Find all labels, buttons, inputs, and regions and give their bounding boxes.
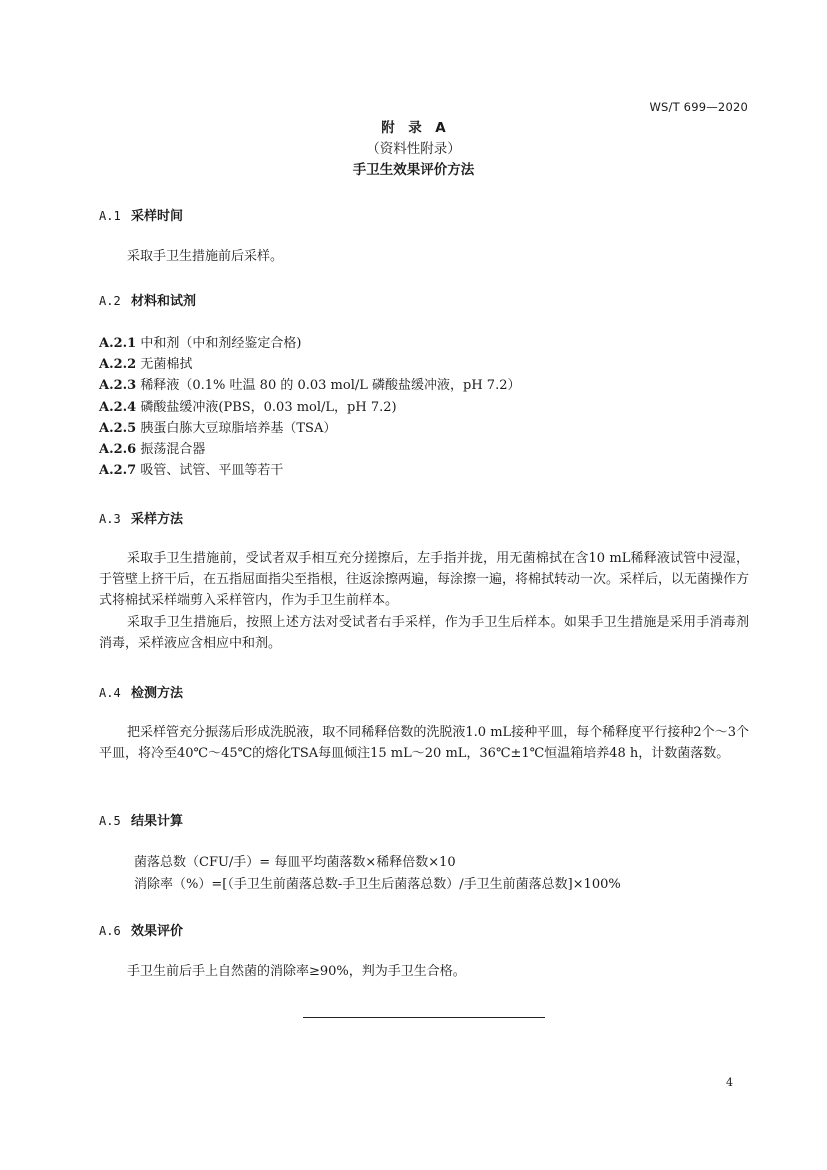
paragraph-a6: 手卫生前后手上自然菌的消除率≥90%，判为手卫生合格。 — [127, 964, 466, 979]
item-text: 稀释液（0.1% 吐温 80 的 0.03 mol/L 磷酸盐缓冲液，pH 7.2） — [140, 378, 521, 394]
item-number: A.2.1 — [99, 336, 137, 351]
item-text: 胰蛋白胨大豆琼脂培养基（TSA） — [140, 420, 337, 436]
end-rule — [303, 1017, 545, 1018]
appendix-label: 附 录 A — [381, 120, 446, 136]
materials-list — [99, 333, 520, 481]
list-item — [99, 439, 520, 460]
list-item — [99, 418, 520, 439]
section-number: A.1 — [99, 209, 121, 223]
section-heading-a3 — [99, 508, 183, 527]
page-number: 4 — [726, 1076, 733, 1089]
section-heading-a6 — [99, 920, 183, 939]
paragraph-a3-1: 采取手卫生措施前，受试者双手相互充分搓擦后，左手指并拢，用无菌棉拭在含10 mL稀释液试管中浸湿，于管壁上挤干后，在五指屈面指尖至指根，往返涂擦两遍，每涂擦一遍，将棉拭转动一次。采样后，以无菌操作方式将棉拭采样端剪入采样管内，作为手卫生前样本。 — [99, 551, 750, 608]
item-text: 中和剂（中和剂经鉴定合格) — [140, 336, 302, 351]
item-number: A.2.7 — [99, 463, 137, 479]
section-heading-a2 — [99, 290, 196, 309]
list-item — [99, 460, 520, 481]
section-label: 检测方法 — [131, 686, 184, 701]
section-label: 效果评价 — [131, 924, 184, 939]
item-number: A.2.3 — [99, 378, 137, 394]
formula-elimination-rate: 消除率（%）=[（手卫生前菌落总数-手卫生后菌落总数）/手卫生前菌落总数]×100% — [134, 877, 621, 892]
item-text: 吸管、试管、平皿等若干 — [140, 463, 284, 479]
list-item — [99, 354, 520, 375]
appendix-type: （资料性附录） — [366, 141, 461, 157]
item-number: A.2.6 — [99, 442, 137, 458]
paragraph-a4: 把采样管充分振荡后形成洗脱液，取不同稀释倍数的洗脱液1.0 mL接种平皿，每个稀释度平行接种2个～3个平皿，将冷至40℃～45℃的熔化TSA每皿倾注15 mL～20 mL，36℃±1℃恒温箱培养48 h，计数菌落数。 — [99, 725, 749, 761]
section-heading-a5 — [99, 810, 183, 829]
appendix-title — [0, 118, 827, 181]
section-number: A.3 — [99, 512, 121, 526]
paragraph-a3-2: 采取手卫生措施后，按照上述方法对受试者右手采样，作为手卫生后样本。如果手卫生措施是采用手消毒剂消毒，采样液应含相应中和剂。 — [99, 615, 749, 651]
item-text: 振荡混合器 — [140, 442, 206, 458]
section-number: A.5 — [99, 814, 121, 828]
section-number: A.2 — [99, 294, 121, 308]
section-label: 结果计算 — [131, 814, 184, 829]
item-number: A.2.4 — [99, 399, 137, 415]
section-number: A.6 — [99, 924, 121, 938]
formula-colony-count: 菌落总数（CFU/手）= 每皿平均菌落数×稀释倍数×10 — [134, 855, 456, 870]
item-text: 无菌棉拭 — [140, 357, 193, 373]
section-label: 采样方法 — [131, 512, 184, 527]
standard-number: WS/T 699—2020 — [649, 100, 748, 114]
section-number: A.4 — [99, 686, 121, 700]
section-label: 材料和试剂 — [131, 294, 197, 309]
list-item — [99, 375, 520, 396]
paragraph-a1: 采取手卫生措施前后采样。 — [127, 249, 284, 264]
appendix-heading: 手卫生效果评价方法 — [352, 162, 475, 178]
item-number: A.2.2 — [99, 357, 137, 373]
item-number: A.2.5 — [99, 420, 137, 436]
item-text: 磷酸盐缓冲液(PBS，0.03 mol/L，pH 7.2) — [140, 399, 397, 415]
section-heading-a4 — [99, 682, 183, 701]
list-item — [99, 333, 520, 354]
section-label: 采样时间 — [131, 209, 184, 224]
section-heading-a1 — [99, 205, 183, 224]
list-item — [99, 397, 520, 418]
